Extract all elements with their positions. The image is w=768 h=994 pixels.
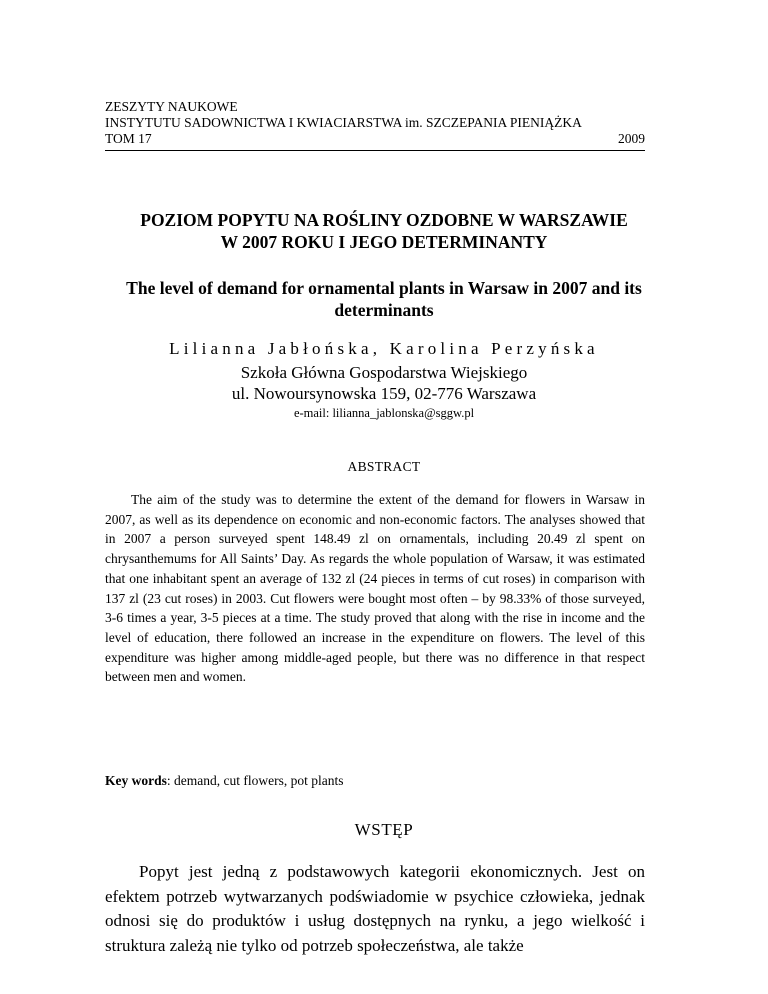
affiliation (80, 362, 688, 404)
title-polish (80, 209, 688, 253)
keywords (105, 773, 645, 789)
affiliation-address: ul. Nowoursynowska 159, 02-776 Warszawa (231, 384, 537, 403)
keywords-label: Key words (105, 773, 167, 788)
header-rule (105, 150, 645, 151)
journal-name-line1: ZESZYTY NAUKOWE (105, 99, 238, 114)
journal-volume-row (105, 131, 645, 147)
title-english-line1: The level of demand for ornamental plants in Warsaw in 2007 and its (126, 278, 642, 298)
abstract-body (105, 490, 645, 687)
keywords-value: : demand, cut flowers, pot plants (166, 773, 344, 788)
title-polish-line2: W 2007 ROKU I JEGO DETERMINANTY (220, 232, 548, 252)
journal-name-line2: INSTYTUTU SADOWNICTWA I KWIACIARSTWA im. SZCZEPANIA PIENIĄŻKA (105, 115, 582, 130)
title-polish-line1: POZIOM POPYTU NA ROŚLINY OZDOBNE W WARSZAWIE (140, 210, 628, 230)
section-heading-wstep: WSTĘP (354, 820, 414, 839)
authors: Lilianna Jabłońska, Karolina Perzyńska (169, 339, 599, 358)
journal-volume: TOM 17 (105, 131, 152, 146)
abstract-paragraph: The aim of the study was to determine the extent of the demand for flowers in Warsaw in 2007, as well as its dependence on economic and non-economic factors. The analyses showed that in 2007 a person surveyed spent 148.49 zl on ornamentals, including 20.49 zl spent on chrysanthemums for All Saints’ Day. As regards the whole population of Warsaw, it was estimated that one inhabitant spent an average of 132 zl (24 pieces in terms of cut roses) in comparison with 137 zl (23 cut roses) in 2003. Cut flowers were bought most often – by 98.33% of those surveyed, 3-6 times a year, 3-5 pieces at a time. The study proved that along with the rise in income and the level of education, there followed an increase in the expenditure on flowers. The level of this expenditure was higher among middle-aged people, but there was no difference in that respect between men and women. (105, 492, 645, 685)
title-english-line2: determinants (334, 300, 434, 320)
section-body (105, 860, 645, 959)
abstract-heading: ABSTRACT (347, 459, 421, 474)
journal-header (105, 99, 645, 147)
author-email: e-mail: lilianna_jablonska@sggw.pl (293, 406, 475, 420)
affiliation-institution: Szkoła Główna Gospodarstwa Wiejskiego (240, 363, 528, 382)
title-english (80, 277, 688, 321)
section-paragraph: Popyt jest jedną z podstawowych kategorii ekonomicznych. Jest on efektem potrzeb wytwarzanych podświadomie w psychice człowieka, jednak odnosi się do produktów i usług dostępnych na rynku, a jego wielkość i struktura zależą nie tylko od potrzeb społeczeństwa, ale także (105, 862, 645, 956)
journal-year: 2009 (618, 131, 645, 146)
